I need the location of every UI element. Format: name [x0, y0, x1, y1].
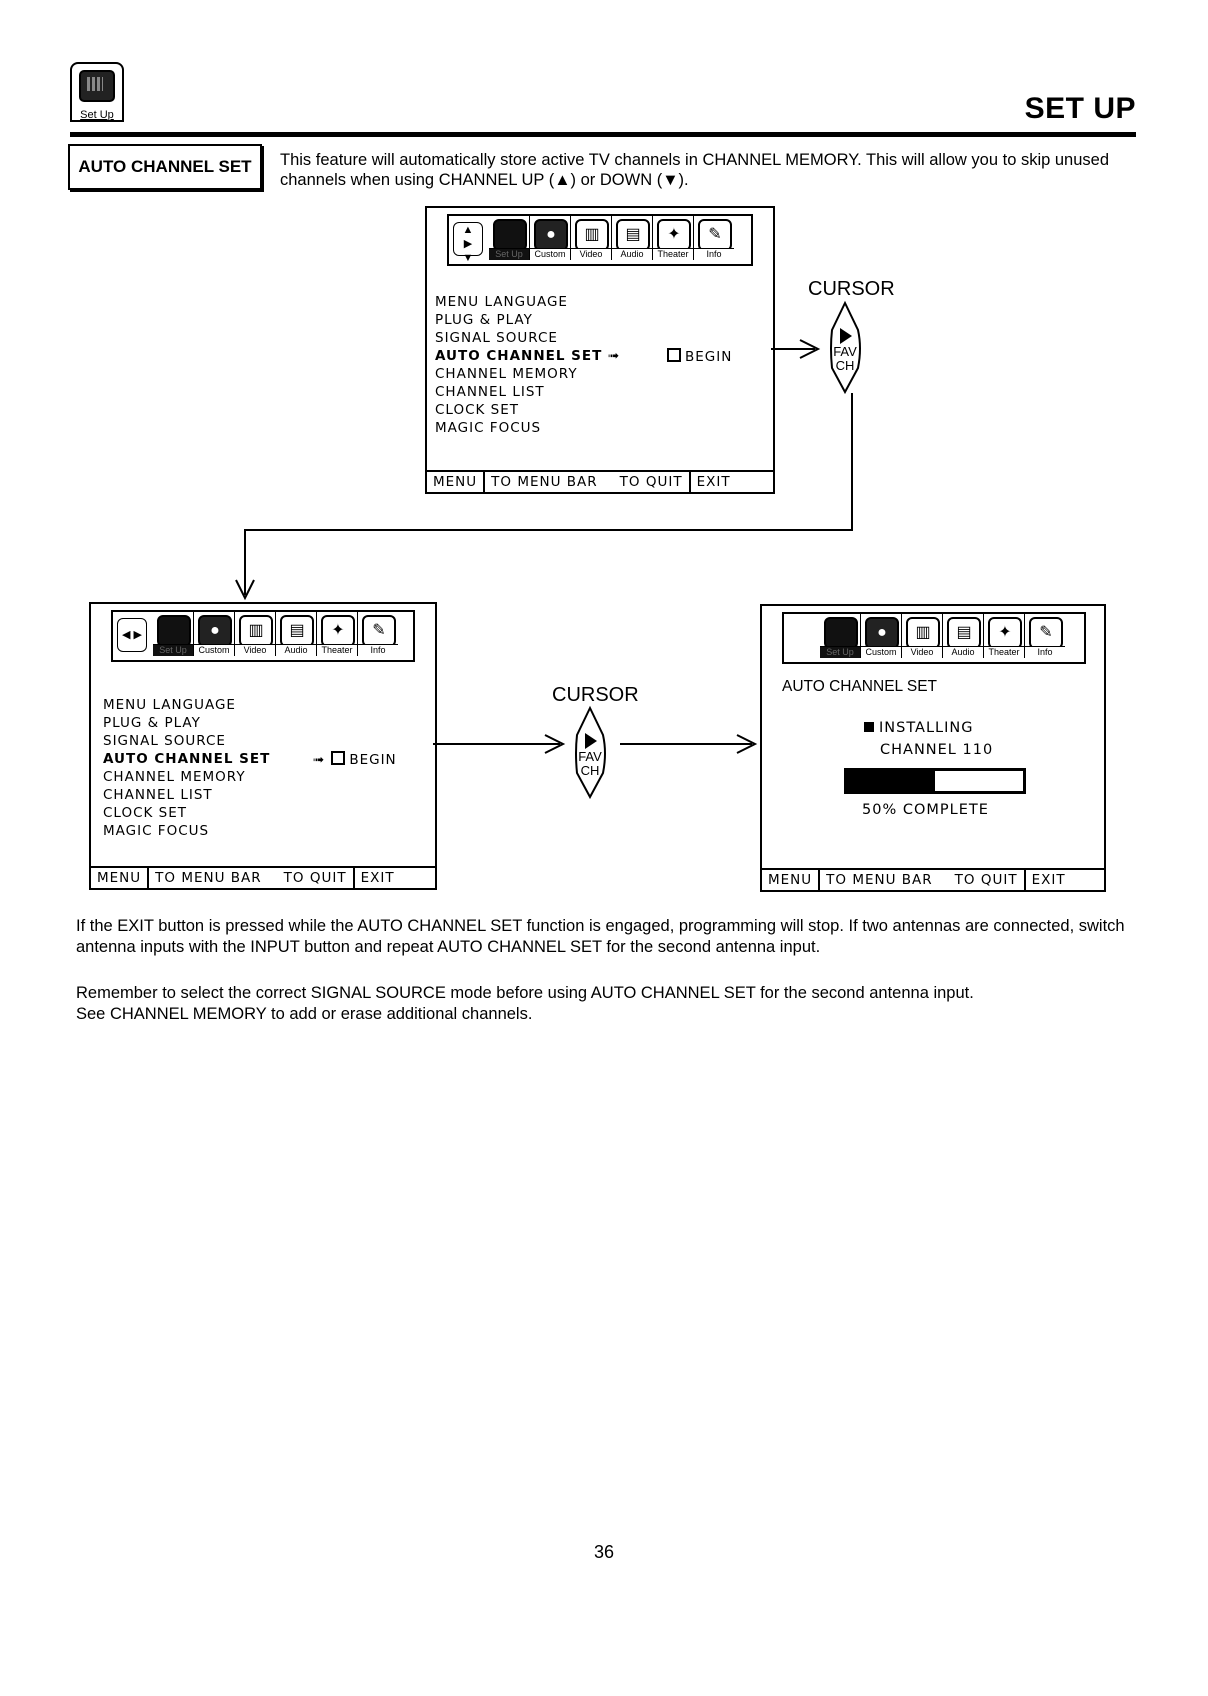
screen-title: AUTO CHANNEL SET [782, 678, 938, 695]
fav-ch-button-middle[interactable]: FAV CH [578, 749, 602, 778]
footer-menu: MENU [768, 872, 813, 888]
fav-ch-button-top[interactable]: FAV CH [833, 344, 857, 373]
tab-info[interactable]: ✎ Info [694, 216, 734, 260]
tab-theater[interactable]: ✦ Theater [984, 614, 1025, 658]
tab-setup[interactable]: Set Up [820, 614, 861, 658]
menu-item[interactable]: SIGNAL SOURCE [435, 330, 558, 346]
footer-to-menu-bar: TO MENU BAR [818, 870, 939, 890]
menu-item[interactable]: MAGIC FOCUS [103, 823, 210, 839]
footer-to-menu-bar: TO MENU BAR [483, 472, 604, 492]
paragraph-signal-source-line2: See CHANNEL MEMORY to add or erase additional channels. [76, 1005, 533, 1023]
channel-status: CHANNEL 110 [880, 742, 994, 758]
setup-icon-label: Set Up [80, 109, 114, 121]
footer-exit: EXIT [1024, 870, 1072, 890]
cursor-label-top: CURSOR [808, 278, 895, 300]
tab-info[interactable]: ✎ Info [358, 612, 398, 656]
audio-tab-icon: ▤ [280, 615, 314, 647]
info-tab-icon: ✎ [698, 219, 732, 251]
nav-arrows-icon: ▲ ▶ ▼ [453, 222, 483, 256]
footer-exit: EXIT [353, 868, 401, 888]
menu-item[interactable]: CHANNEL MEMORY [435, 366, 578, 382]
intro-text: This feature will automatically store active TV channels in CHANNEL MEMORY. This will allow you to skip unused channels when using CHANNEL UP (▲) or DOWN (▼). [280, 151, 1110, 189]
footer-menu: MENU [433, 474, 478, 490]
footer-to-quit: TO QUIT [619, 474, 683, 490]
footer-to-menu-bar: TO MENU BAR [147, 868, 268, 888]
video-tab-icon: ▥ [575, 219, 609, 251]
tab-custom[interactable]: ● Custom [194, 612, 235, 656]
begin-option[interactable]: ➟ BEGIN [313, 752, 397, 768]
footer-menu: MENU [97, 870, 142, 886]
tab-setup[interactable]: Set Up [153, 612, 194, 656]
menu-item[interactable]: PLUG & PLAY [103, 715, 201, 731]
tab-theater[interactable]: ✦ Theater [317, 612, 358, 656]
footer-to-quit: TO QUIT [954, 872, 1018, 888]
installing-status: INSTALLING [864, 720, 974, 736]
theater-tab-icon: ✦ [988, 617, 1022, 649]
menu-item-selected[interactable]: AUTO CHANNEL SET [103, 751, 271, 767]
footer-exit: EXIT [689, 472, 737, 492]
tab-info[interactable]: ✎ Info [1025, 614, 1065, 658]
page-number: 36 [593, 1542, 615, 1562]
info-tab-icon: ✎ [1029, 617, 1063, 649]
tab-custom[interactable]: ● Custom [861, 614, 902, 658]
progress-percent: 50% COMPLETE [862, 802, 989, 818]
menu-item[interactable]: CLOCK SET [435, 402, 520, 418]
footer-to-quit: TO QUIT [283, 870, 347, 886]
theater-tab-icon: ✦ [321, 615, 355, 647]
theater-tab-icon: ✦ [657, 219, 691, 251]
menu-item[interactable]: CLOCK SET [103, 805, 188, 821]
nav-arrows-icon: ◀ ▶ [117, 618, 147, 652]
menu-item[interactable]: SIGNAL SOURCE [103, 733, 226, 749]
tab-video[interactable]: ▥ Video [902, 614, 943, 658]
custom-tab-icon: ● [534, 219, 568, 251]
menu-item[interactable]: CHANNEL MEMORY [103, 769, 246, 785]
begin-option[interactable]: BEGIN [667, 348, 732, 365]
selection-arrow-icon: ➟ [313, 752, 326, 768]
tab-audio[interactable]: ▤ Audio [276, 612, 317, 656]
menu-item[interactable]: CHANNEL LIST [435, 384, 545, 400]
menu-item[interactable]: CHANNEL LIST [103, 787, 213, 803]
play-icon [585, 733, 597, 749]
tab-setup[interactable]: Set Up [489, 216, 530, 260]
play-icon [840, 328, 852, 344]
selection-arrow-icon: ➟ [608, 348, 621, 364]
menu-item-selected[interactable]: AUTO CHANNEL SET ➟ [435, 348, 621, 364]
video-tab-icon: ▥ [906, 617, 940, 649]
tab-video[interactable]: ▥ Video [235, 612, 276, 656]
menu-item[interactable]: PLUG & PLAY [435, 312, 533, 328]
custom-tab-icon: ● [198, 615, 232, 647]
custom-tab-icon: ● [865, 617, 899, 649]
info-tab-icon: ✎ [362, 615, 396, 647]
menu-item[interactable]: MENU LANGUAGE [103, 697, 236, 713]
video-tab-icon: ▥ [239, 615, 273, 647]
tab-custom[interactable]: ● Custom [530, 216, 571, 260]
tab-audio[interactable]: ▤ Audio [943, 614, 984, 658]
page-title: SET UP [1024, 92, 1136, 125]
cursor-label-middle: CURSOR [552, 684, 639, 706]
paragraph-signal-source-line1: Remember to select the correct SIGNAL SOURCE mode before using AUTO CHANNEL SET for the second antenna input. [76, 984, 974, 1002]
tab-theater[interactable]: ✦ Theater [653, 216, 694, 260]
tab-audio[interactable]: ▤ Audio [612, 216, 653, 260]
section-label-box: AUTO CHANNEL SET [68, 144, 262, 190]
tab-video[interactable]: ▥ Video [571, 216, 612, 260]
audio-tab-icon: ▤ [947, 617, 981, 649]
paragraph-exit-note: If the EXIT button is pressed while the AUTO CHANNEL SET function is engaged, programming will stop. If two antennas are connected, switch antenna inputs with the INPUT button and repeat AUTO CHANNEL SET for the second antenna input. [76, 917, 1125, 956]
menu-item[interactable]: MAGIC FOCUS [435, 420, 542, 436]
audio-tab-icon: ▤ [616, 219, 650, 251]
menu-item[interactable]: MENU LANGUAGE [435, 294, 568, 310]
